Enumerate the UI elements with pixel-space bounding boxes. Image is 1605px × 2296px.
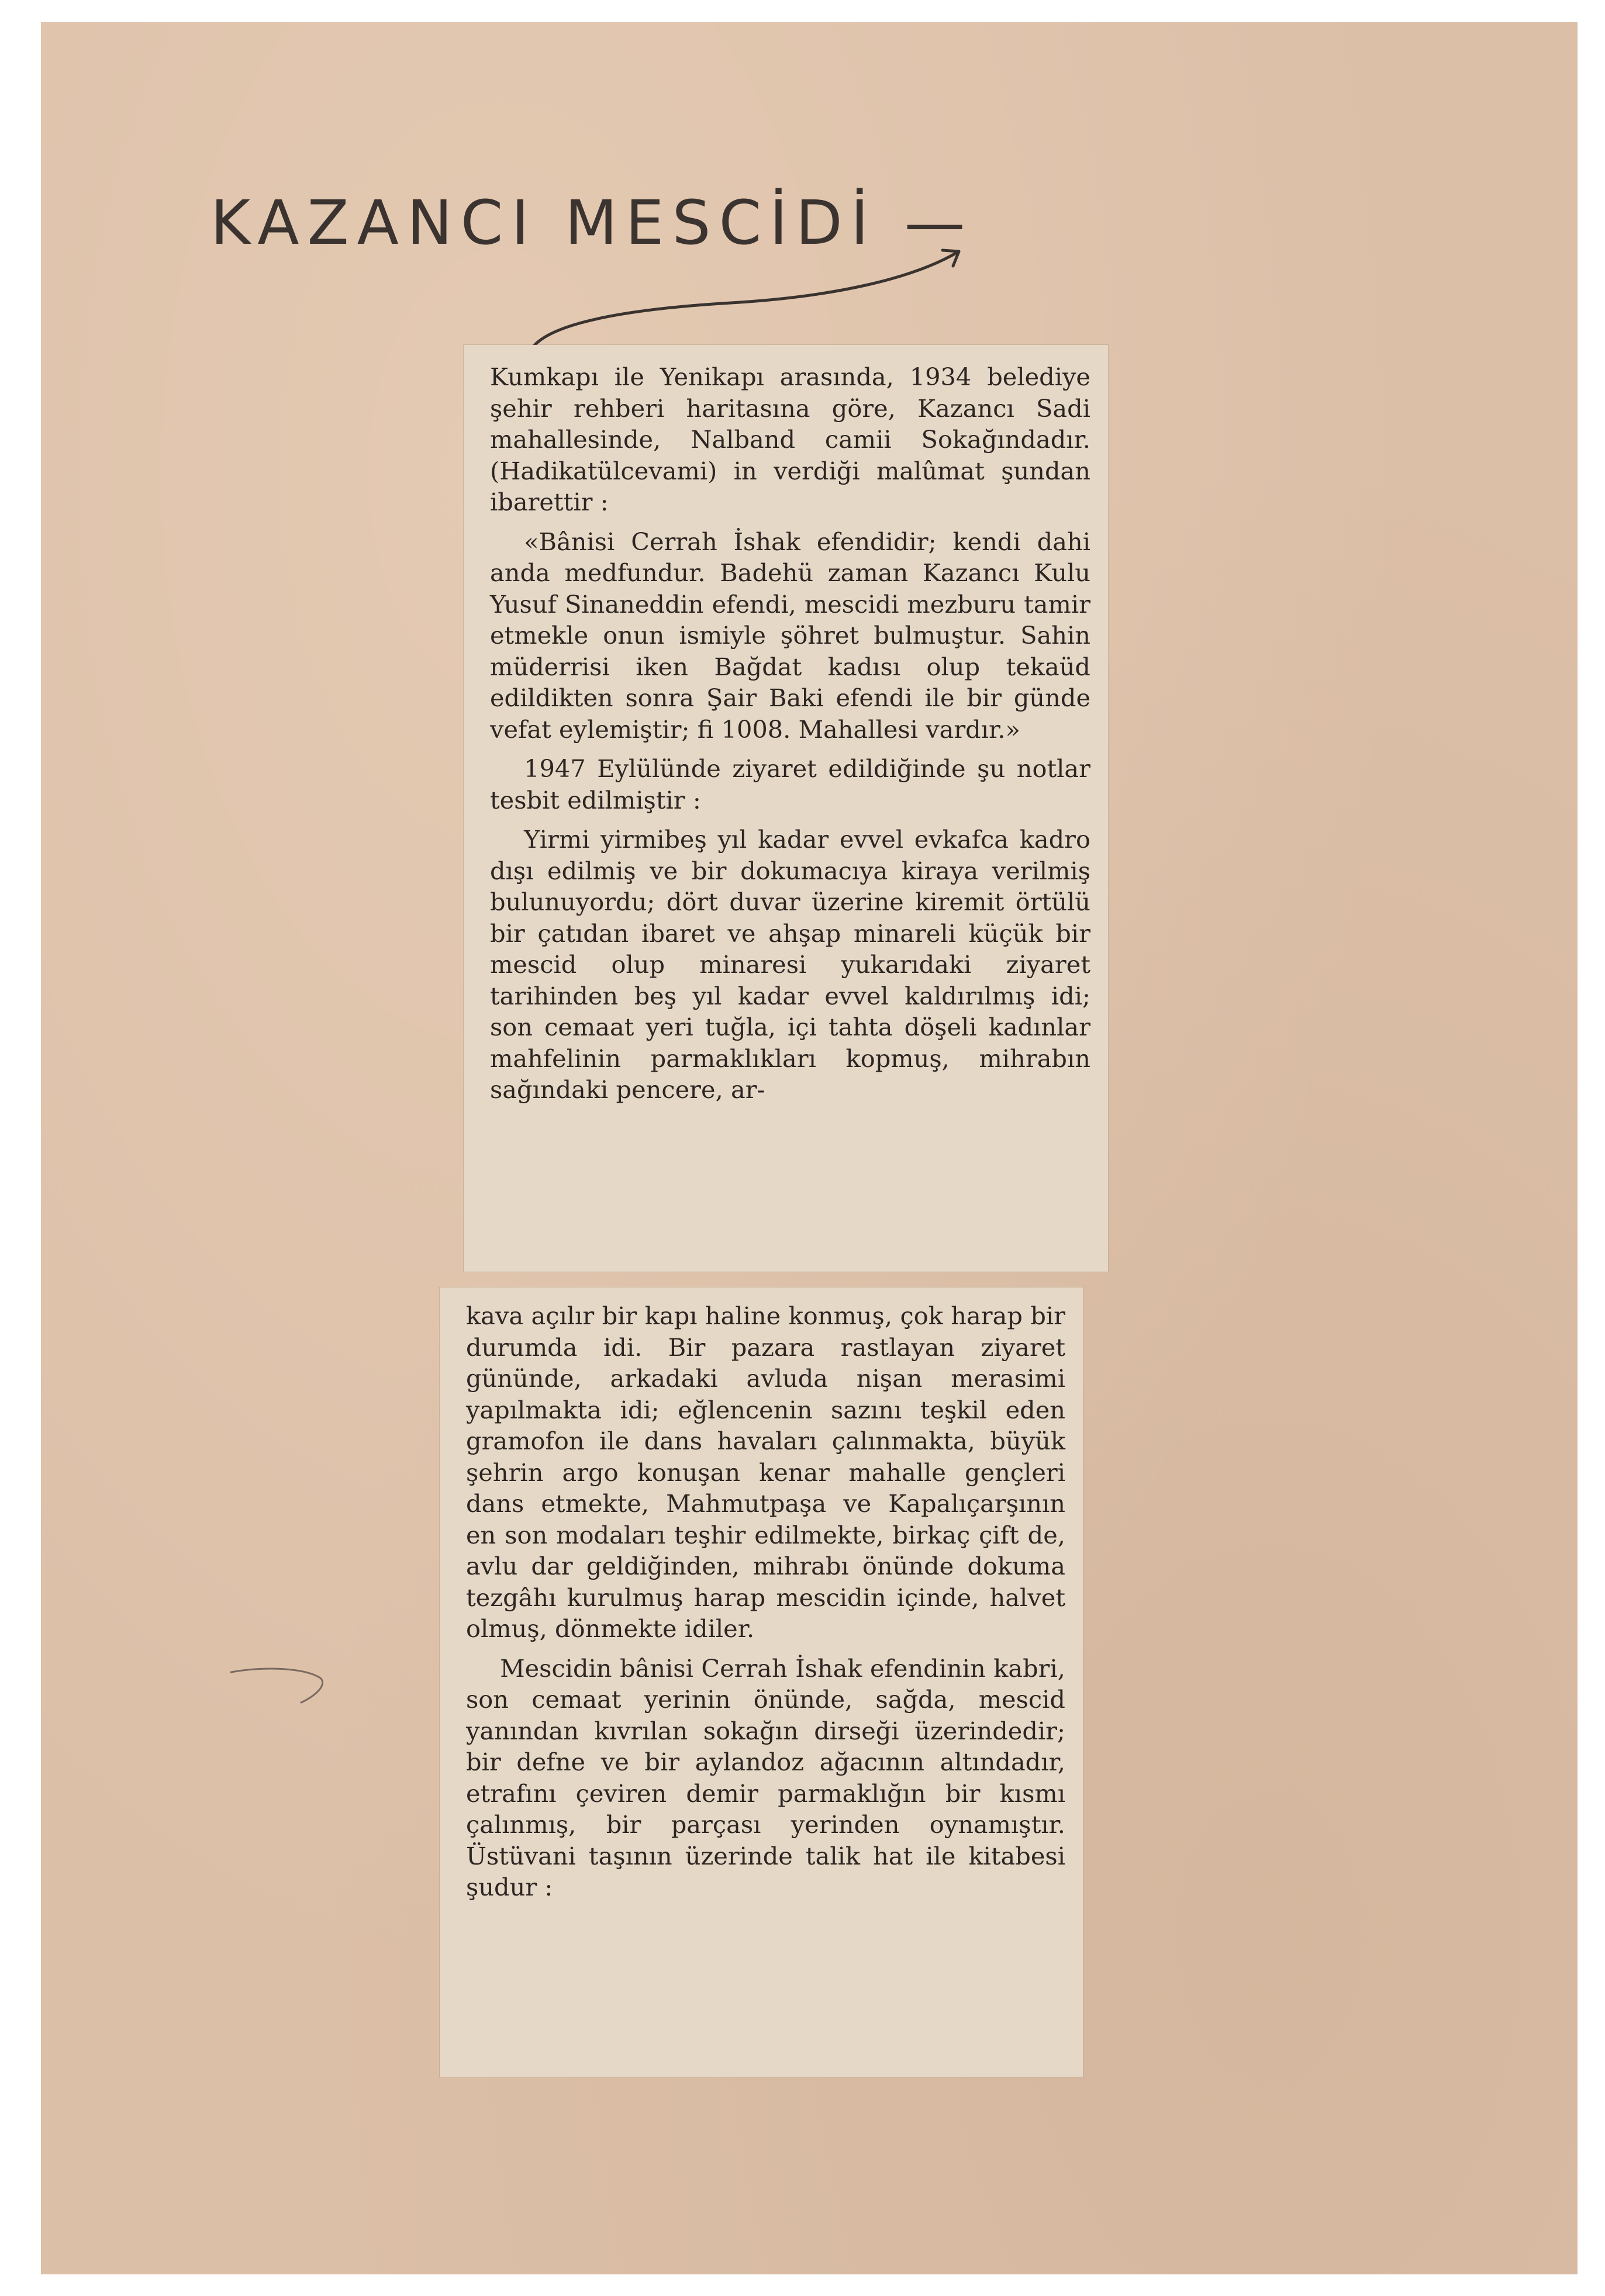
article-paragraph: Yirmi yirmibeş yıl kadar evvel evkafca kadro dışı edilmiş ve bir dokumacıya kiraya verilmiş bulunuyordu; dört duvar üzerine kiremit örtülü bir çatıdan ibaret ve ahşap minareli küçük bir mescid olup minaresi yukarıdaki ziyaret tarihinden beş yıl kadar evvel kaldırılmış idi; son cemaat yeri tuğla, içi tahta döşeli kadınlar mahfelinin parmaklıkları kopmuş, mihrabın sağındaki pencere, ar- [490, 825, 1090, 1104]
handwritten-title: KAZANCI MESCİDİ — [210, 187, 974, 258]
article-paragraph: 1947 Eylülünde ziyaret edildiğinde şu notlar tesbit edilmiştir : [490, 754, 1090, 814]
newspaper-clipping-part-1 [464, 345, 1108, 1272]
article-paragraph: Mescidin bânisi Cerrah İshak efendinin kabri, son cemaat yerinin önünde, sağda, mescid yanından kıvrılan sokağın dirseği üzerindedir; bir defne ve bir aylandoz ağacının altındadır, etrafını çeviren demir parmaklığın bir kısmı çalınmış, bir parçası yerinden oynamıştır. Üstüvani taşının üzerinde talik hat ile kitabesi şudur : [466, 1653, 1065, 1901]
article-column-2 [466, 1300, 1065, 1903]
newspaper-clipping-part-2 [440, 1287, 1083, 2077]
margin-pencil-mark [231, 1669, 323, 1703]
article-paragraph: Kumkapı ile Yenikapı arasında, 1934 belediye şehir rehberi haritasına göre, Kazancı Sadi mahallesinde, Nalband camii Sokağındadır. (Hadikatülcevami) in verdiği malûmat şundan ibarettir : [490, 362, 1090, 516]
article-paragraph: kava açılır bir kapı haline konmuş, çok harap bir durumda idi. Bir pazara rastlayan ziyaret gününde, arkadaki avluda nişan merasimi yapılmakta idi; eğlencenin sazını teşkil eden gramofon ile dans havaları çalınmakta, büyük şehrin argo konuşan kenar mahalle gençleri dans etmekte, Mahmutpaşa ve Kapalıçarşının en son modaları teşhir edilmekte, birkaç çift de, avlu dar geldiğinden, mihrabı önünde dokuma tezgâhı kurulmuş harap mescidin içinde, halvet olmuş, dönmekte idiler. [466, 1301, 1065, 1643]
article-paragraph: «Bânisi Cerrah İshak efendidir; kendi dahi anda medfundur. Badehü zaman Kazancı Kulu Yusuf Sinaneddin efendi, mescidi mezburu tamir etmekle onun ismiyle şöhret bulmuştur. Sahin müderrisi iken Bağdat kadısı olup tekaüd edildikten sonra Şair Baki efendi ile bir günde vefat eylemiştir; fi 1008. Mahallesi vardır.» [490, 527, 1090, 744]
article-column-1 [490, 361, 1090, 1106]
